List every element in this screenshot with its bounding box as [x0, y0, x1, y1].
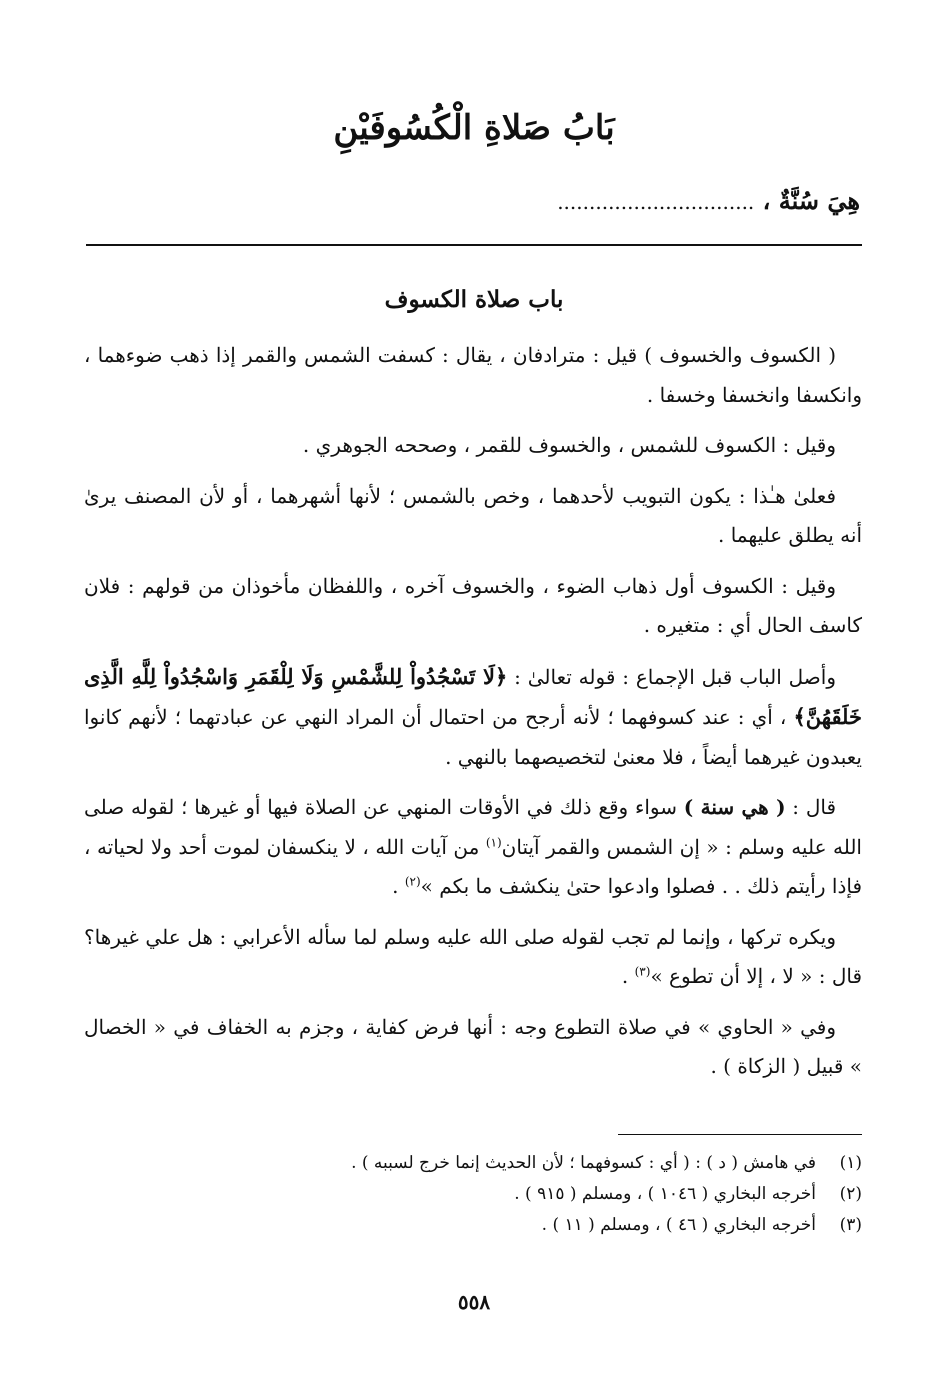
chapter-title: بَابُ صَلاةِ الْكُسُوفَيْنِ	[333, 108, 615, 148]
paragraph-text: ، أي : عند كسوفهما ؛ لأنه أرجح من احتمال أن المراد النهي عن عبادتهما ؛ لأنهم كانوا يعبدون غيرهما أيضاً ، فلا معنىٰ لتخصيصهما بالنهي .	[84, 705, 862, 769]
paragraph-text: ( الكسوف والخسوف ) قيل : مترادفان ، يقال : كسفت الشمس والقمر إذا ذهب ضوءهما ، وانكسفا وانخسفا وخسفا .	[84, 343, 862, 407]
paragraph-text: وقيل : الكسوف أول ذهاب الضوء ، والخسوف آخره ، واللفظان مأخوذان من قولهم : فلان كاسف الحال أي : متغيره .	[84, 573, 862, 637]
footnote-number: (١)	[839, 1153, 862, 1173]
footnote-ref[interactable]: (٣)	[634, 964, 651, 979]
matn-quote: ( هي سنة )	[683, 795, 786, 819]
footnote	[84, 1148, 862, 1179]
paragraph	[84, 788, 862, 907]
paragraph	[84, 1008, 862, 1087]
footnote	[84, 1179, 862, 1210]
commentary-body	[84, 336, 862, 1098]
paragraph-text: وأصل الباب قبل الإجماع : قوله تعالىٰ :	[507, 664, 836, 689]
footnote-text: أخرجه البخاري ( ١٠٤٦ ) ، ومسلم ( ٩١٥ ) .	[514, 1184, 816, 1204]
paragraph	[84, 567, 862, 646]
paragraph-text: فعلىٰ هـٰذا : يكون التبويب لأحدهما ، وخص بالشمس ؛ لأنها أشهرهما ، أو لأن المصنف يرىٰ أنه يطلق عليهما .	[84, 483, 862, 547]
matn-separator-rule	[86, 244, 862, 246]
footnotes	[84, 1148, 862, 1241]
commentary-title: باب صلاة الكسوف	[384, 286, 564, 313]
footnote-ref[interactable]: (٢)	[404, 874, 421, 889]
footnote-number: (٣)	[839, 1215, 862, 1235]
quran-verse: ﴿لَا تَسْجُدُواْ لِلشَّمْسِ وَلَا لِلْقَمَرِ وَاسْجُدُواْ لِلَّهِ الَّذِى خَلَقَهُنَّ﴾	[84, 663, 862, 729]
paragraph-text: سواء وقع ذلك في الأوقات المنهي عن الصلاة فيها أو غيرها ؛ لقوله صلى الله عليه وسلم : « إن الشمس والقمر آيتان	[84, 795, 862, 859]
paragraph	[84, 477, 862, 556]
footnote-ref[interactable]: (١)	[485, 834, 502, 849]
footnote	[84, 1210, 862, 1241]
footnote-number: (٢)	[839, 1184, 862, 1204]
paragraph-text: من آيات الله ، لا ينكسفان لموت أحد ولا لحياته ، فإذا رأيتم ذلك . . فصلوا وادعوا حتىٰ ينكشف ما بكم »	[84, 834, 862, 898]
page-number: ٥٥٨	[457, 1290, 491, 1314]
footnote-text: في هامش ( د ) : ( أي : كسوفهما ؛ لأن الحديث إنما خرج لسببه ) .	[351, 1153, 816, 1173]
paragraph-text: وفي « الحاوي » في صلاة التطوع وجه : أنها فرض كفاية ، وجزم به الخفاف في « الخصال » قبيل ( الزكاة ) .	[84, 1014, 862, 1078]
paragraph-text: ويكره تركها ، وإنما لم تجب لقوله صلى الله عليه وسلم لما سأله الأعرابي : هل علي غيرها؟ قال : « لا ، إلا أن تطوع »	[84, 924, 862, 988]
matn-dots: ...............................	[557, 190, 755, 214]
paragraph-text: .	[621, 964, 635, 988]
footnote-text: أخرجه البخاري ( ٤٦ ) ، ومسلم ( ١١ ) .	[541, 1215, 816, 1235]
matn-text: هِيَ سُنَّةٌ ،	[762, 186, 860, 215]
paragraph-text: .	[392, 874, 405, 898]
paragraph	[84, 426, 862, 466]
paragraph-text: قال :	[785, 795, 836, 819]
paragraph	[84, 336, 862, 415]
matn-line	[88, 180, 860, 223]
paragraph-text: وقيل : الكسوف للشمس ، والخسوف للقمر ، وصححه الجوهري .	[302, 433, 836, 457]
paragraph	[84, 657, 862, 778]
paragraph	[84, 918, 862, 997]
footnote-separator-rule	[618, 1134, 862, 1135]
